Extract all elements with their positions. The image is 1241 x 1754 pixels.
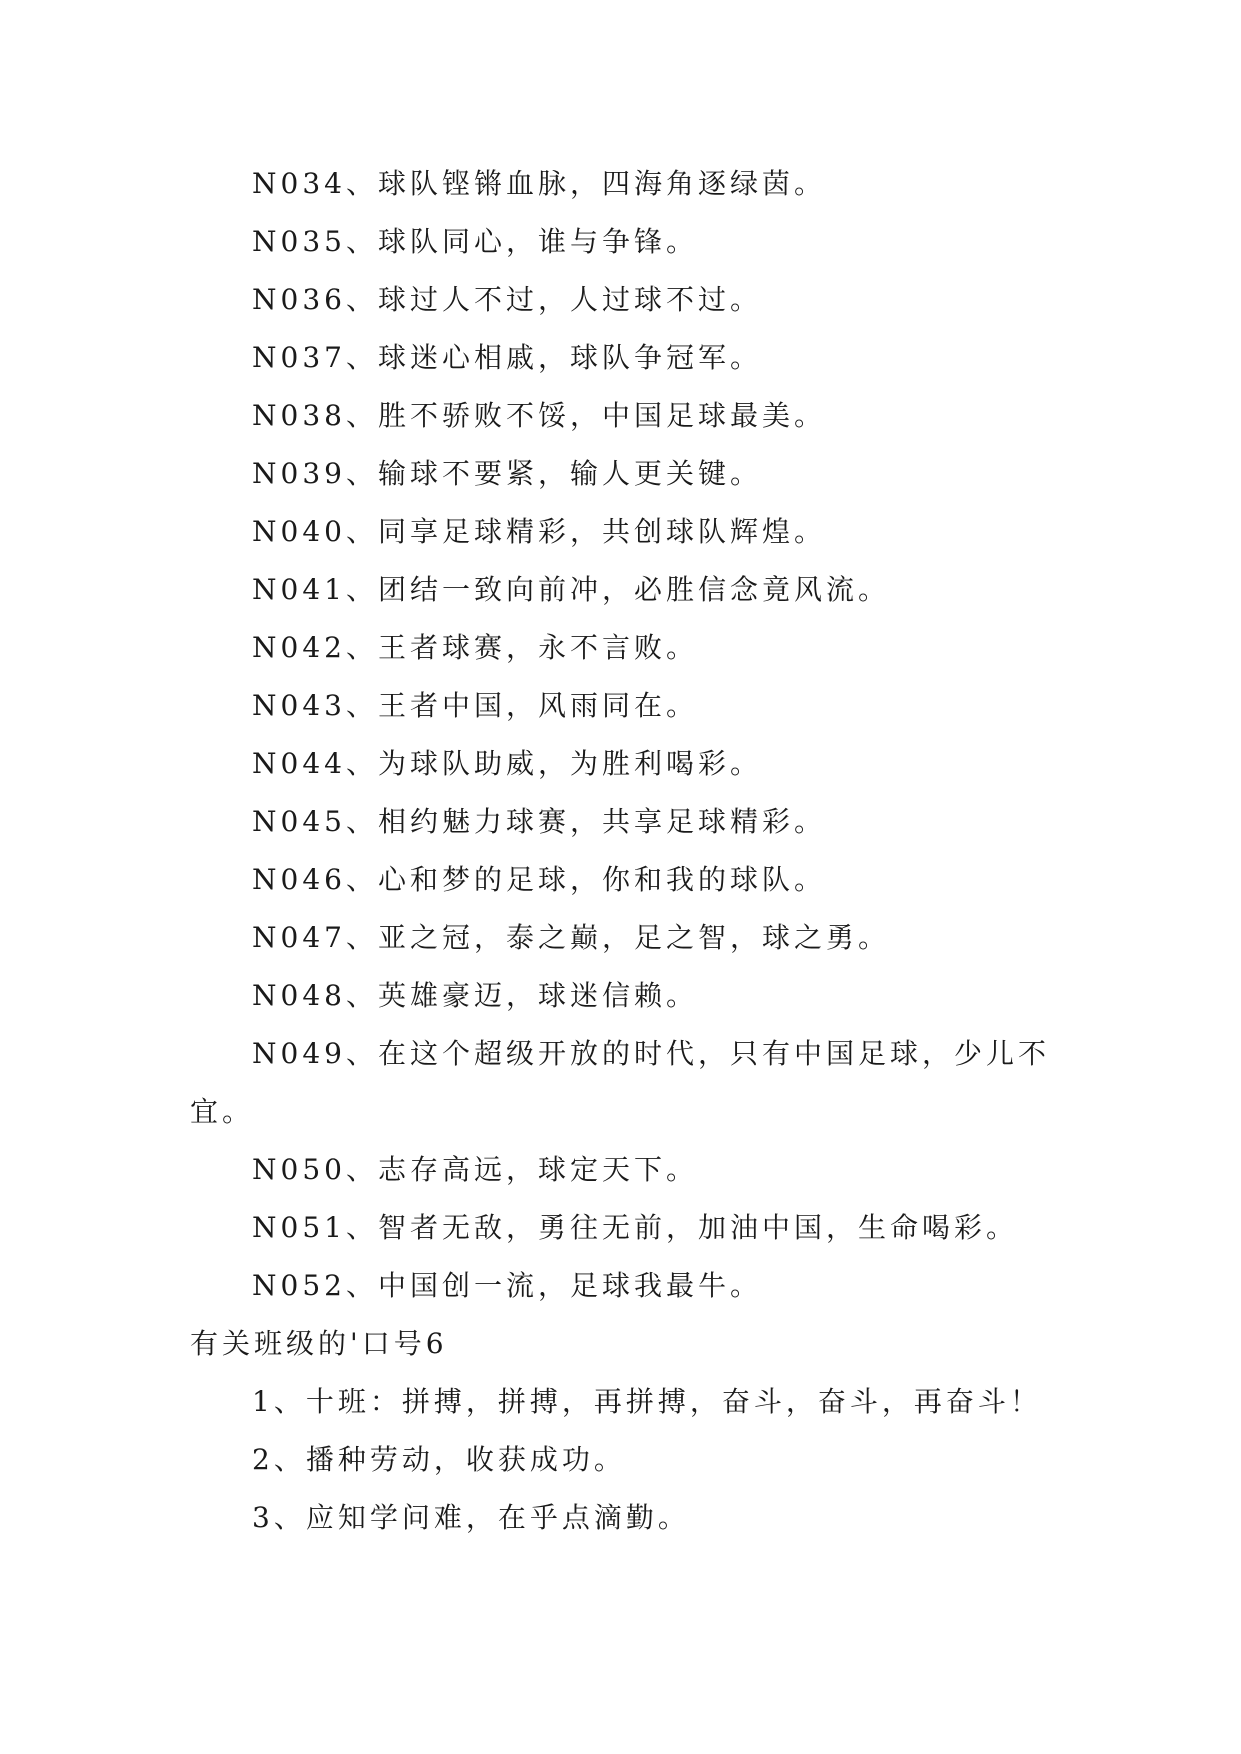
slogan-line: N037、球迷心相戚，球队争冠军。 <box>252 341 762 374</box>
slogan-line: N039、输球不要紧，输人更关键。 <box>252 457 762 490</box>
slogan-line: N050、志存高远，球定天下。 <box>252 1153 698 1186</box>
slogan-line: N044、为球队助威，为胜利喝彩。 <box>252 747 762 780</box>
slogan-line: N052、中国创一流，足球我最牛。 <box>252 1269 762 1302</box>
slogan-line: N045、相约魅力球赛，共享足球精彩。 <box>252 805 826 838</box>
slogan-line: N051、智者无敌，勇往无前，加油中国，生命喝彩。 <box>252 1211 1018 1244</box>
slogan-line: N046、心和梦的足球，你和我的球队。 <box>252 863 826 896</box>
slogan-line: N047、亚之冠，泰之巅，足之智，球之勇。 <box>252 921 890 954</box>
document-body <box>190 155 1070 1547</box>
class-slogan-line: 2、播种劳动，收获成功。 <box>252 1443 626 1476</box>
section-heading: 有关班级的'口号6 <box>190 1327 448 1360</box>
slogan-line: N042、王者球赛，永不言败。 <box>252 631 698 664</box>
slogan-line: N035、球队同心，谁与争锋。 <box>252 225 698 258</box>
slogan-line: N043、王者中国，风雨同在。 <box>252 689 698 722</box>
slogan-line: N034、球队铿锵血脉，四海角逐绿茵。 <box>252 167 826 200</box>
slogan-line: N040、同享足球精彩，共创球队辉煌。 <box>252 515 826 548</box>
slogan-line: N038、胜不骄败不馁，中国足球最美。 <box>252 399 826 432</box>
class-slogan-line: 1、十班：拼搏，拼搏，再拼搏，奋斗，奋斗，再奋斗！ <box>252 1385 1042 1418</box>
slogan-line-continuation: 宜。 <box>190 1095 255 1128</box>
slogan-line: N048、英雄豪迈，球迷信赖。 <box>252 979 698 1012</box>
class-slogan-line: 3、应知学问难，在乎点滴勤。 <box>252 1501 690 1534</box>
slogan-line: N041、团结一致向前冲，必胜信念竟风流。 <box>252 573 890 606</box>
slogan-line: N036、球过人不过，人过球不过。 <box>252 283 762 316</box>
slogan-line: N049、在这个超级开放的时代，只有中国足球，少儿不 <box>252 1037 1050 1070</box>
